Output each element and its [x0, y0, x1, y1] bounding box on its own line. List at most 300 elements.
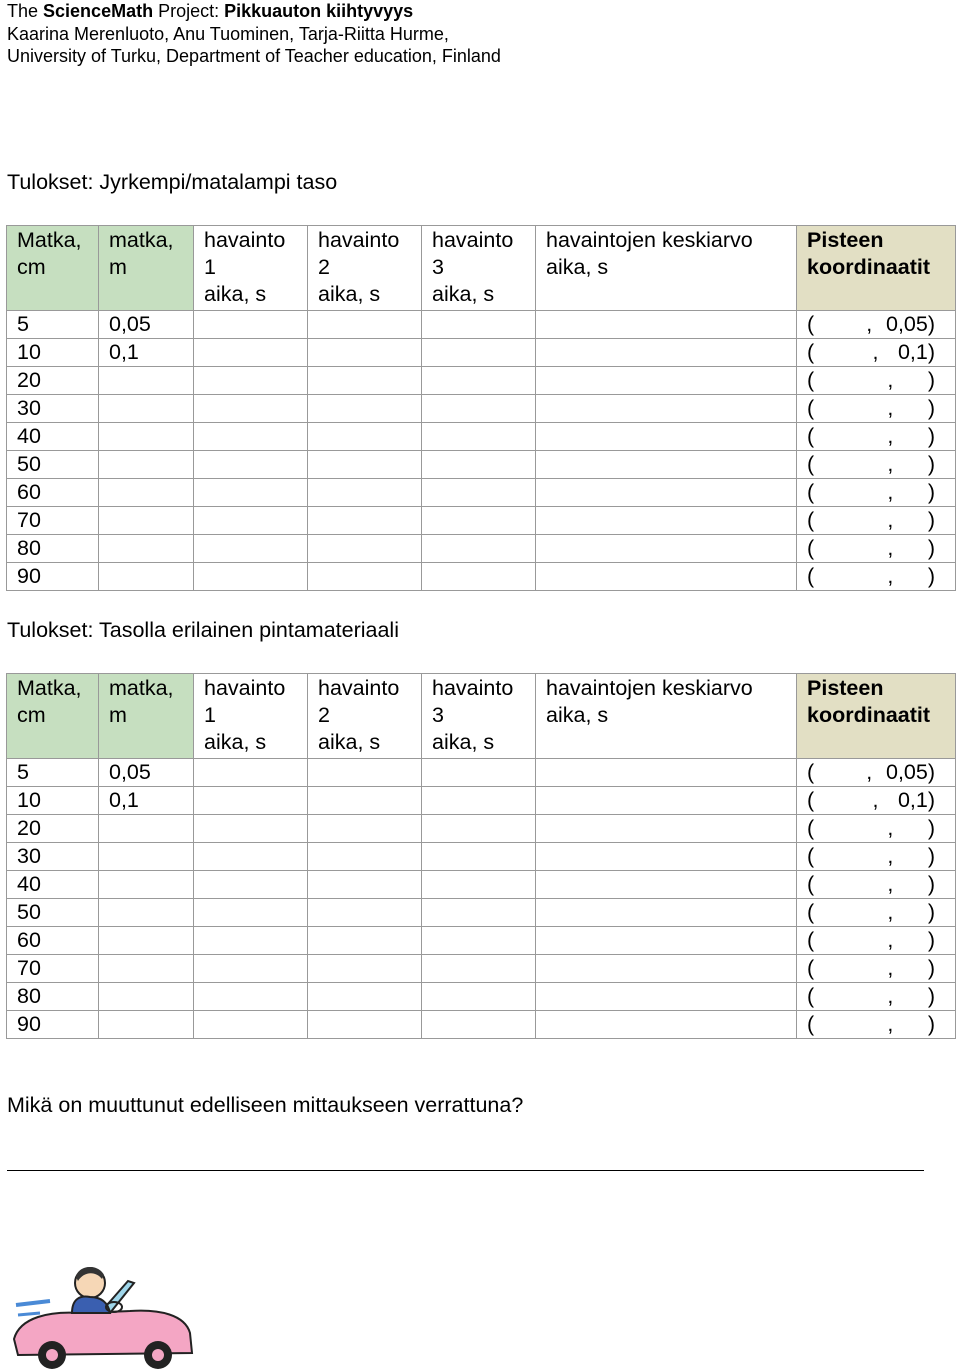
coordinate-pair	[807, 787, 955, 813]
coordinate-comma: ,	[887, 816, 894, 840]
average-time-cell[interactable]	[536, 479, 797, 507]
observation-3-cell[interactable]	[422, 507, 536, 535]
coordinate-pair	[807, 535, 955, 561]
observation-1-cell[interactable]	[194, 843, 308, 871]
observation-1-cell[interactable]	[194, 927, 308, 955]
table-row	[7, 899, 956, 927]
coordinate-close: )	[927, 480, 935, 504]
coordinates-cell[interactable]	[797, 535, 956, 563]
table-row	[7, 983, 956, 1011]
coordinate-close: 0,05)	[885, 760, 935, 784]
results-table-1	[6, 225, 956, 591]
distance-cm-cell: 70	[7, 507, 99, 535]
coordinate-close: )	[927, 844, 935, 868]
distance-cm-cell: 5	[7, 311, 99, 339]
distance-m-cell[interactable]	[99, 815, 194, 843]
coordinate-close: )	[927, 564, 935, 588]
observation-2-cell[interactable]	[308, 563, 422, 591]
column-header-line: aika, s	[546, 703, 609, 727]
observation-2-cell[interactable]	[308, 479, 422, 507]
column-header-line: aika, s	[432, 282, 495, 306]
observation-3-cell[interactable]	[422, 1011, 536, 1039]
coordinate-close: )	[927, 508, 935, 532]
column-header	[308, 674, 422, 759]
distance-cm-cell: 30	[7, 395, 99, 423]
coordinate-pair	[807, 311, 955, 337]
distance-m-cell[interactable]: 0,05	[99, 311, 194, 339]
coordinate-close: )	[927, 900, 935, 924]
distance-cm-cell: 90	[7, 1011, 99, 1039]
distance-cm-cell: 50	[7, 899, 99, 927]
distance-cm-cell: 10	[7, 787, 99, 815]
distance-m-cell[interactable]: 0,1	[99, 787, 194, 815]
observation-3-cell[interactable]	[422, 451, 536, 479]
coordinates-cell[interactable]	[797, 759, 956, 787]
observation-3-cell[interactable]	[422, 955, 536, 983]
coordinate-pair	[807, 563, 955, 589]
observation-2-cell[interactable]	[308, 423, 422, 451]
observation-3-cell[interactable]	[422, 479, 536, 507]
column-header-line: matka,	[109, 676, 174, 700]
coordinates-cell[interactable]	[797, 843, 956, 871]
observation-1-cell[interactable]	[194, 983, 308, 1011]
distance-m-cell[interactable]	[99, 899, 194, 927]
coordinate-open: (	[807, 816, 815, 840]
distance-m-cell[interactable]	[99, 927, 194, 955]
column-header-line: aika, s	[204, 282, 267, 306]
observation-3-cell[interactable]	[422, 367, 536, 395]
observation-2-cell[interactable]	[308, 451, 422, 479]
distance-cm-cell: 20	[7, 815, 99, 843]
average-time-cell[interactable]	[536, 843, 797, 871]
coordinates-cell[interactable]	[797, 787, 956, 815]
distance-cm-cell: 30	[7, 843, 99, 871]
observation-3-cell[interactable]	[422, 871, 536, 899]
results-table-2	[6, 673, 956, 1039]
distance-cm-cell: 60	[7, 927, 99, 955]
coordinates-cell[interactable]	[797, 955, 956, 983]
table-row	[7, 759, 956, 787]
distance-cm-cell: 10	[7, 339, 99, 367]
coordinate-close: )	[927, 984, 935, 1008]
coordinate-close: )	[927, 536, 935, 560]
distance-cm-cell: 80	[7, 983, 99, 1011]
coordinate-pair	[807, 871, 955, 897]
coordinate-close: )	[927, 816, 935, 840]
column-header-line: 3	[432, 703, 444, 727]
column-header	[99, 674, 194, 759]
coordinate-open: (	[807, 368, 815, 392]
table-row	[7, 535, 956, 563]
coordinate-close: )	[927, 1012, 935, 1036]
column-header-line: aika, s	[432, 730, 495, 754]
coordinate-close: )	[927, 368, 935, 392]
section-title-2: Tulokset: Tasolla erilainen pintamateriaali	[7, 618, 399, 642]
column-header-line: havainto	[204, 676, 286, 700]
coordinate-comma: ,	[866, 760, 873, 784]
observation-1-cell[interactable]	[194, 367, 308, 395]
coordinates-cell[interactable]	[797, 311, 956, 339]
observation-1-cell[interactable]	[194, 815, 308, 843]
coordinate-comma: ,	[887, 872, 894, 896]
column-header	[536, 674, 797, 759]
table-row	[7, 311, 956, 339]
column-header-line: 1	[204, 255, 216, 279]
coordinate-open: (	[807, 508, 815, 532]
table-row	[7, 507, 956, 535]
observation-1-cell[interactable]	[194, 1011, 308, 1039]
coordinate-open: (	[807, 536, 815, 560]
table-row	[7, 927, 956, 955]
coordinate-pair	[807, 507, 955, 533]
column-header-line: havainto	[318, 676, 400, 700]
coordinates-cell[interactable]	[797, 1011, 956, 1039]
observation-3-cell[interactable]	[422, 563, 536, 591]
column-header-line: Matka,	[17, 228, 82, 252]
distance-m-cell[interactable]	[99, 983, 194, 1011]
column-header-line: Matka,	[17, 676, 82, 700]
coordinate-comma: ,	[887, 1012, 894, 1036]
table-row	[7, 339, 956, 367]
section-title-1: Tulokset: Jyrkempi/matalampi taso	[7, 170, 338, 194]
coordinates-cell[interactable]	[797, 871, 956, 899]
table-row	[7, 1011, 956, 1039]
coordinate-pair	[807, 899, 955, 925]
observation-2-cell[interactable]	[308, 759, 422, 787]
coordinate-pair	[807, 479, 955, 505]
column-header-line: aika, s	[318, 730, 381, 754]
column-header-line: m	[109, 703, 127, 727]
average-time-cell[interactable]	[536, 899, 797, 927]
column-header-line: havaintojen keskiarvo	[546, 676, 753, 700]
observation-2-cell[interactable]	[308, 899, 422, 927]
distance-m-cell[interactable]	[99, 843, 194, 871]
table-row	[7, 871, 956, 899]
coordinate-comma: ,	[887, 564, 894, 588]
coordinate-open: (	[807, 396, 815, 420]
coordinate-open: (	[807, 984, 815, 1008]
average-time-cell[interactable]	[536, 311, 797, 339]
distance-m-cell[interactable]	[99, 507, 194, 535]
authors: Kaarina Merenluoto, Anu Tuominen, Tarja-Riitta Hurme,	[7, 23, 449, 44]
average-time-cell[interactable]	[536, 1011, 797, 1039]
distance-cm-cell: 50	[7, 451, 99, 479]
observation-3-cell[interactable]	[422, 927, 536, 955]
observation-1-cell[interactable]	[194, 871, 308, 899]
distance-m-cell[interactable]: 0,05	[99, 759, 194, 787]
coordinate-pair	[807, 815, 955, 841]
observation-1-cell[interactable]	[194, 311, 308, 339]
coordinate-comma: ,	[887, 984, 894, 1008]
observation-2-cell[interactable]	[308, 787, 422, 815]
observation-1-cell[interactable]	[194, 479, 308, 507]
coordinate-open: (	[807, 564, 815, 588]
observation-3-cell[interactable]	[422, 843, 536, 871]
coordinate-open: (	[807, 312, 815, 336]
distance-m-cell[interactable]	[99, 563, 194, 591]
column-header-line: koordinaatit	[807, 703, 931, 727]
coordinate-comma: ,	[872, 788, 879, 812]
distance-m-cell[interactable]: 0,1	[99, 339, 194, 367]
average-time-cell[interactable]	[536, 563, 797, 591]
table-row	[7, 787, 956, 815]
observation-2-cell[interactable]	[308, 955, 422, 983]
coordinate-comma: ,	[887, 900, 894, 924]
coordinate-pair	[807, 1011, 955, 1037]
observation-2-cell[interactable]	[308, 843, 422, 871]
observation-2-cell[interactable]	[308, 395, 422, 423]
column-header-line: matka,	[109, 228, 174, 252]
coordinate-close: 0,05)	[885, 312, 935, 336]
table-row	[7, 815, 956, 843]
coordinate-open: (	[807, 424, 815, 448]
coordinates-cell[interactable]	[797, 423, 956, 451]
distance-m-cell[interactable]	[99, 423, 194, 451]
column-header	[7, 674, 99, 759]
observation-1-cell[interactable]	[194, 423, 308, 451]
coordinate-pair	[807, 423, 955, 449]
observation-1-cell[interactable]	[194, 535, 308, 563]
coordinate-pair	[807, 367, 955, 393]
distance-cm-cell: 40	[7, 871, 99, 899]
coordinate-open: (	[807, 956, 815, 980]
observation-1-cell[interactable]	[194, 563, 308, 591]
coordinate-pair	[807, 955, 955, 981]
coordinate-comma: ,	[887, 928, 894, 952]
column-header-line: cm	[17, 703, 46, 727]
distance-cm-cell: 60	[7, 479, 99, 507]
distance-m-cell[interactable]	[99, 871, 194, 899]
coordinates-cell[interactable]	[797, 927, 956, 955]
average-time-cell[interactable]	[536, 423, 797, 451]
column-header-line: koordinaatit	[807, 255, 931, 279]
coordinate-pair	[807, 339, 955, 365]
coordinate-close: )	[927, 872, 935, 896]
observation-2-cell[interactable]	[308, 983, 422, 1011]
average-time-cell[interactable]	[536, 535, 797, 563]
coordinate-open: (	[807, 872, 815, 896]
column-header	[194, 226, 308, 311]
observation-1-cell[interactable]	[194, 507, 308, 535]
car-driver-icon	[10, 1255, 195, 1371]
average-time-cell[interactable]	[536, 983, 797, 1011]
table-row	[7, 367, 956, 395]
table-header-row	[7, 674, 956, 759]
column-header-line: havainto	[432, 228, 514, 252]
column-header-line: 2	[318, 703, 330, 727]
coordinate-comma: ,	[887, 424, 894, 448]
affiliation: University of Turku, Department of Teacher education, Finland	[7, 46, 501, 66]
column-header	[194, 674, 308, 759]
coordinate-comma: ,	[887, 956, 894, 980]
distance-m-cell[interactable]	[99, 451, 194, 479]
coordinate-comma: ,	[887, 480, 894, 504]
distance-m-cell[interactable]	[99, 535, 194, 563]
question-text: Mikä on muuttunut edelliseen mittaukseen verrattuna?	[7, 1093, 524, 1117]
column-header-line: aika, s	[204, 730, 267, 754]
column-header	[99, 226, 194, 311]
column-header-line: cm	[17, 255, 46, 279]
distance-cm-cell: 20	[7, 367, 99, 395]
coordinate-open: (	[807, 452, 815, 476]
observation-1-cell[interactable]	[194, 339, 308, 367]
coordinate-open: (	[807, 340, 815, 364]
coordinates-cell[interactable]	[797, 367, 956, 395]
observation-2-cell[interactable]	[308, 535, 422, 563]
coordinates-cell[interactable]	[797, 339, 956, 367]
average-time-cell[interactable]	[536, 927, 797, 955]
distance-cm-cell: 5	[7, 759, 99, 787]
coordinates-cell[interactable]	[797, 395, 956, 423]
observation-3-cell[interactable]	[422, 787, 536, 815]
coordinates-cell[interactable]	[797, 983, 956, 1011]
column-header	[797, 226, 956, 311]
observation-3-cell[interactable]	[422, 899, 536, 927]
column-header-line: aika, s	[318, 282, 381, 306]
average-time-cell[interactable]	[536, 815, 797, 843]
observation-3-cell[interactable]	[422, 983, 536, 1011]
table-row	[7, 479, 956, 507]
coordinates-cell[interactable]	[797, 451, 956, 479]
column-header-line: 3	[432, 255, 444, 279]
average-time-cell[interactable]	[536, 759, 797, 787]
coordinate-pair	[807, 451, 955, 477]
average-time-cell[interactable]	[536, 339, 797, 367]
coordinate-comma: ,	[887, 508, 894, 532]
observation-1-cell[interactable]	[194, 899, 308, 927]
table-row	[7, 423, 956, 451]
column-header	[308, 226, 422, 311]
average-time-cell[interactable]	[536, 787, 797, 815]
coordinate-open: (	[807, 1012, 815, 1036]
coordinate-comma: ,	[887, 452, 894, 476]
coordinates-cell[interactable]	[797, 815, 956, 843]
column-header-line: havainto	[432, 676, 514, 700]
coordinate-comma: ,	[866, 312, 873, 336]
coordinates-cell[interactable]	[797, 563, 956, 591]
observation-3-cell[interactable]	[422, 759, 536, 787]
coordinate-comma: ,	[887, 844, 894, 868]
coordinates-cell[interactable]	[797, 479, 956, 507]
distance-m-cell[interactable]	[99, 955, 194, 983]
coordinate-comma: ,	[887, 536, 894, 560]
distance-m-cell[interactable]	[99, 367, 194, 395]
observation-3-cell[interactable]	[422, 311, 536, 339]
column-header	[422, 674, 536, 759]
column-header	[422, 226, 536, 311]
column-header-line: havainto	[318, 228, 400, 252]
column-header-line: Pisteen	[807, 676, 884, 700]
coordinate-open: (	[807, 928, 815, 952]
average-time-cell[interactable]	[536, 955, 797, 983]
coordinate-comma: ,	[887, 368, 894, 392]
table-row	[7, 955, 956, 983]
coordinate-close: )	[927, 452, 935, 476]
column-header-line: aika, s	[546, 255, 609, 279]
observation-3-cell[interactable]	[422, 339, 536, 367]
observation-1-cell[interactable]	[194, 451, 308, 479]
coordinate-close: )	[927, 396, 935, 420]
observation-1-cell[interactable]	[194, 955, 308, 983]
column-header-line: 1	[204, 703, 216, 727]
coordinate-close: 0,1)	[897, 340, 935, 364]
distance-cm-cell: 70	[7, 955, 99, 983]
project-title: The ScienceMath Project: Pikkuauton kiihtyvyys	[7, 1, 414, 21]
coordinate-open: (	[807, 760, 815, 784]
observation-2-cell[interactable]	[308, 871, 422, 899]
coordinate-close: 0,1)	[897, 788, 935, 812]
observation-2-cell[interactable]	[308, 367, 422, 395]
column-header	[7, 226, 99, 311]
distance-m-cell[interactable]	[99, 479, 194, 507]
average-time-cell[interactable]	[536, 507, 797, 535]
table-row	[7, 395, 956, 423]
observation-3-cell[interactable]	[422, 535, 536, 563]
observation-2-cell[interactable]	[308, 339, 422, 367]
column-header	[797, 674, 956, 759]
coordinate-comma: ,	[872, 340, 879, 364]
observation-1-cell[interactable]	[194, 759, 308, 787]
column-header-line: havainto	[204, 228, 286, 252]
coordinate-open: (	[807, 788, 815, 812]
coordinate-open: (	[807, 480, 815, 504]
distance-cm-cell: 40	[7, 423, 99, 451]
table-row	[7, 843, 956, 871]
observation-1-cell[interactable]	[194, 395, 308, 423]
coordinate-pair	[807, 759, 955, 785]
coordinate-open: (	[807, 844, 815, 868]
coordinates-cell[interactable]	[797, 899, 956, 927]
coordinate-close: )	[927, 928, 935, 952]
coordinate-pair	[807, 927, 955, 953]
coordinate-pair	[807, 843, 955, 869]
column-header-line: Pisteen	[807, 228, 884, 252]
average-time-cell[interactable]	[536, 451, 797, 479]
observation-2-cell[interactable]	[308, 815, 422, 843]
coordinate-close: )	[927, 956, 935, 980]
observation-2-cell[interactable]	[308, 507, 422, 535]
observation-2-cell[interactable]	[308, 927, 422, 955]
answer-line[interactable]	[7, 1170, 924, 1171]
coordinate-pair	[807, 395, 955, 421]
column-header	[536, 226, 797, 311]
distance-m-cell[interactable]	[99, 395, 194, 423]
observation-1-cell[interactable]	[194, 787, 308, 815]
distance-cm-cell: 90	[7, 563, 99, 591]
average-time-cell[interactable]	[536, 367, 797, 395]
observation-3-cell[interactable]	[422, 815, 536, 843]
distance-cm-cell: 80	[7, 535, 99, 563]
observation-2-cell[interactable]	[308, 311, 422, 339]
coordinate-close: )	[927, 424, 935, 448]
coordinate-open: (	[807, 900, 815, 924]
table-row	[7, 451, 956, 479]
observation-3-cell[interactable]	[422, 423, 536, 451]
coordinate-pair	[807, 983, 955, 1009]
average-time-cell[interactable]	[536, 395, 797, 423]
column-header-line: m	[109, 255, 127, 279]
document-header	[7, 0, 501, 68]
column-header-line: 2	[318, 255, 330, 279]
coordinates-cell[interactable]	[797, 507, 956, 535]
column-header-line: havaintojen keskiarvo	[546, 228, 753, 252]
coordinate-comma: ,	[887, 396, 894, 420]
observation-2-cell[interactable]	[308, 1011, 422, 1039]
table-header-row	[7, 226, 956, 311]
distance-m-cell[interactable]	[99, 1011, 194, 1039]
observation-3-cell[interactable]	[422, 395, 536, 423]
average-time-cell[interactable]	[536, 871, 797, 899]
